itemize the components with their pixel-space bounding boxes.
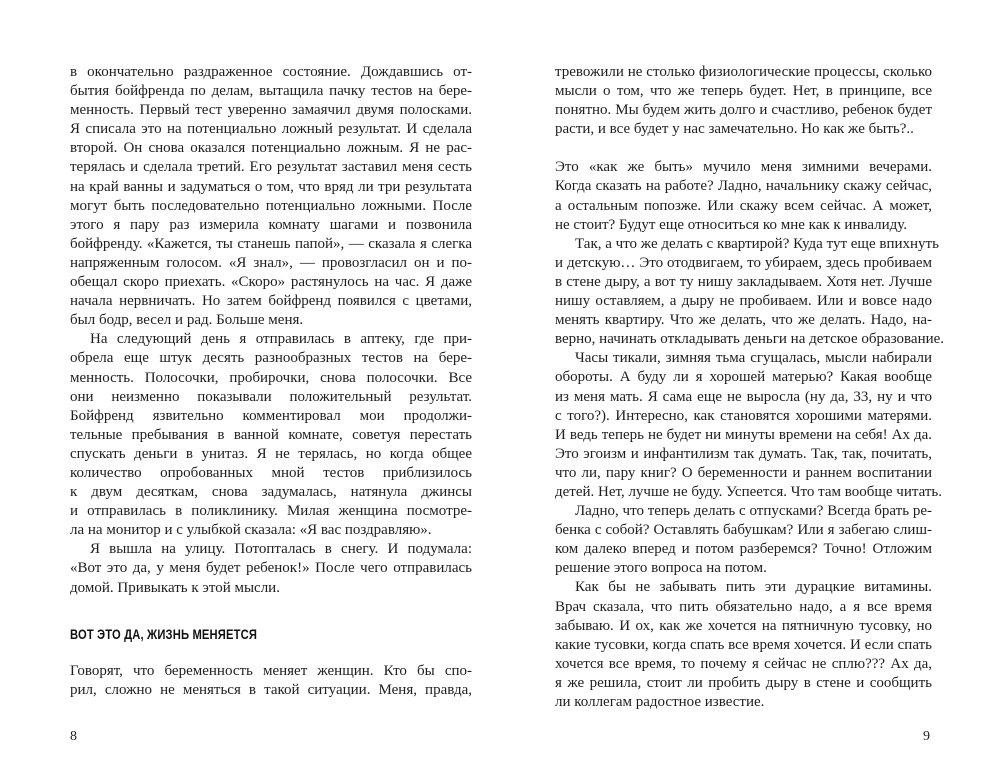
text-line: был бодр, весел и рад. Больше меня. — [70, 312, 304, 329]
text-line: Так, а что же делать с квартирой? Куда тут еще впихнуть — [575, 235, 939, 252]
text-line: на край ванны и задуматься о том, что вряд ли три результата — [70, 178, 472, 195]
text-line: начала нервничать. Но затем бойфренд появился с цветами, — [70, 293, 472, 310]
text-line: спускать деньги в унитаз. Я не терялась, но когда общее — [70, 445, 472, 462]
text-line: нишу оставляем, а дыру не пробиваем. Или и вовсе надо — [555, 293, 932, 310]
text-line: детей. Нет, лучше не буду. Успеется. Что там вообще читать. — [555, 483, 943, 500]
paragraph — [70, 63, 472, 330]
text-line: Ладно, что теперь делать с отпусками? Всегда брать ре- — [575, 503, 932, 520]
paragraph — [555, 502, 932, 578]
paragraph — [555, 63, 932, 139]
text-line: обрела еще штук десять разнообразных тестов на бере- — [70, 350, 472, 367]
text-line: мысли о том, что же теперь будет. Нет, в принципе, все — [555, 83, 932, 100]
text-line: Бойфренд язвительно комментировал мои продолжи- — [70, 407, 472, 424]
text-line: с того?). Интересно, как становятся хорошими матерями. — [555, 407, 932, 424]
text-line: расти, и все будет у нас замечательно. Но как же быть?.. — [555, 121, 914, 138]
text-line: менность. Первый тест уверенно замаячил двумя полосками. — [70, 102, 472, 119]
text-line: понятно. Мы будем жить долго и счастливо, ребенок будет — [555, 102, 932, 119]
text-line: верно, начинать откладывать деньги на детское образование. — [555, 331, 945, 348]
text-line: Я вышла на улицу. Потопталась в снегу. И подумала: — [90, 541, 472, 558]
text-line: Когда сказать на работе? Ладно, начальнику скажу сейчас, — [555, 178, 932, 195]
paragraph — [555, 235, 945, 350]
left-page — [70, 63, 472, 598]
text-line: рил, сложно не меняться в такой ситуации. Меня, правда, — [70, 682, 472, 699]
text-line: И ведь теперь не будет ни минуты времени на себя! Ах да. — [555, 426, 932, 443]
text-line: ком далеко вперед и потом разберемся? Точно! Отложим — [555, 541, 932, 558]
text-line: бенка с собой? Оставлять бабушкам? Или я забегаю слиш- — [555, 522, 932, 539]
text-line: забываю. И ох, как же хочется на пятничную тусовку, но — [555, 617, 932, 634]
text-line: я же решила, стоит ли пробить дыру в стене и сообщить — [555, 674, 932, 691]
text-line: в окончательно раздраженное состояние. Дождавшись от- — [70, 64, 472, 80]
paragraph — [555, 158, 932, 234]
text-line: этого я пару раз измерила комнату шагами и позвонила — [70, 216, 472, 233]
right-page — [555, 63, 945, 712]
text-line: Говорят, что беременность меняет женщин. Кто бы спо- — [70, 663, 472, 679]
text-line: тельные пребывания в ванной комнате, советуя перестать — [70, 426, 472, 443]
text-line: тревожили не столько физиологические процессы, сколько — [555, 64, 932, 80]
paragraph — [555, 578, 932, 712]
text-line: ли коллегам радостное известие. — [555, 694, 765, 710]
text-line: обещал скоро приехать. «Скоро» растянулось на час. Я даже — [70, 274, 472, 291]
section-heading: ВОТ ЭТО ДА, ЖИЗНЬ МЕНЯЕТСЯ — [70, 626, 258, 642]
text-line: Как бы не забывать пить эти дурацкие витамины. — [575, 579, 932, 596]
text-line: решение этого вопроса на потом. — [555, 560, 767, 577]
page-number-right: 9 — [923, 729, 930, 744]
text-line: какие тусовки, когда спать все время хочется. И если спать — [555, 636, 932, 653]
text-line: к двум десяткам, снова задумалась, натянула джинсы — [70, 484, 472, 501]
text-line: менность. Полосочки, пробирочки, снова полосочки. Все — [70, 369, 472, 386]
text-line: в стене дыру, а вот ту нишу закладываем. Хотя нет. Лучше — [555, 273, 932, 290]
paragraph — [70, 330, 472, 540]
text-line: Часы тикали, зимняя тьма сгущалась, мысли набирали — [575, 350, 932, 367]
paragraph-gap — [555, 139, 932, 158]
text-line: хочется все время, то почему я сейчас не сплю??? Ах да, — [555, 655, 932, 672]
text-line: ла на монитор и с улыбкой сказала: «Я вас поздравляю». — [70, 522, 432, 539]
text-line: терялась и сделала третий. Его результат заставил меня сесть — [70, 159, 472, 176]
text-line: они неизменно показывали положительный результат. — [70, 388, 472, 405]
text-line: из меня мать. Я сама еще не выросла (ну да, 33, ну и что — [555, 388, 932, 405]
text-line: Я списала это на потенциально ложный результат. И сделала — [70, 121, 472, 138]
left-page-bottom-text — [70, 662, 472, 700]
text-line: не стоит? Будут еще относиться ко мне как к инвалиду. — [555, 216, 908, 233]
text-line: домой. Привыкать к этой мысли. — [70, 579, 280, 596]
text-line: а остальным попозже. Или скажу всем сейчас. А может, — [555, 197, 932, 214]
paragraph — [70, 662, 472, 700]
text-line: На следующий день я отправилась в аптеку, где при- — [90, 331, 472, 348]
text-line: бытия бойфренда по делам, вытащила пачку тестов на бере- — [70, 83, 472, 100]
text-line: что ли, пару книг? О беременности и раннем воспитании — [555, 464, 932, 481]
text-line: обороты. А буду ли я хорошей матерью? Какая вообще — [555, 369, 932, 386]
paragraph — [70, 540, 472, 597]
text-line: второй. Он снова оказался потенциально ложным. Я не рас- — [70, 140, 472, 157]
page-number-left: 8 — [70, 729, 77, 744]
text-line: и отправилась в поликлинику. Милая женщина посмотре- — [70, 503, 472, 520]
text-line: Это эгоизм и инфантилизм так думать. Так, так, почитать, — [555, 445, 932, 462]
text-line: «Вот это да, у меня будет ребенок!» После чего отправилась — [70, 560, 472, 577]
text-line: бойфренду. «Кажется, ты станешь папой», — сказала я слегка — [70, 235, 472, 252]
text-line: могут быть последовательно потенциально ложными. После — [70, 197, 472, 214]
text-line: напряженным голосом. «Я знал», — провозгласил он и по- — [70, 254, 472, 271]
text-line: Врач сказала, что пить обязательно надо, а я все время — [555, 598, 932, 615]
text-line: количество опробованных мной тестов приблизилось — [70, 464, 472, 481]
paragraph — [555, 349, 943, 502]
text-line: и детскую… Это отодвигаем, то убираем, здесь пробиваем — [555, 254, 932, 271]
text-line: менять квартиру. Что же делать, что же делать. Надо, на- — [555, 312, 932, 329]
text-line: Это «как же быть» мучило меня зимними вечерами. — [555, 159, 932, 176]
